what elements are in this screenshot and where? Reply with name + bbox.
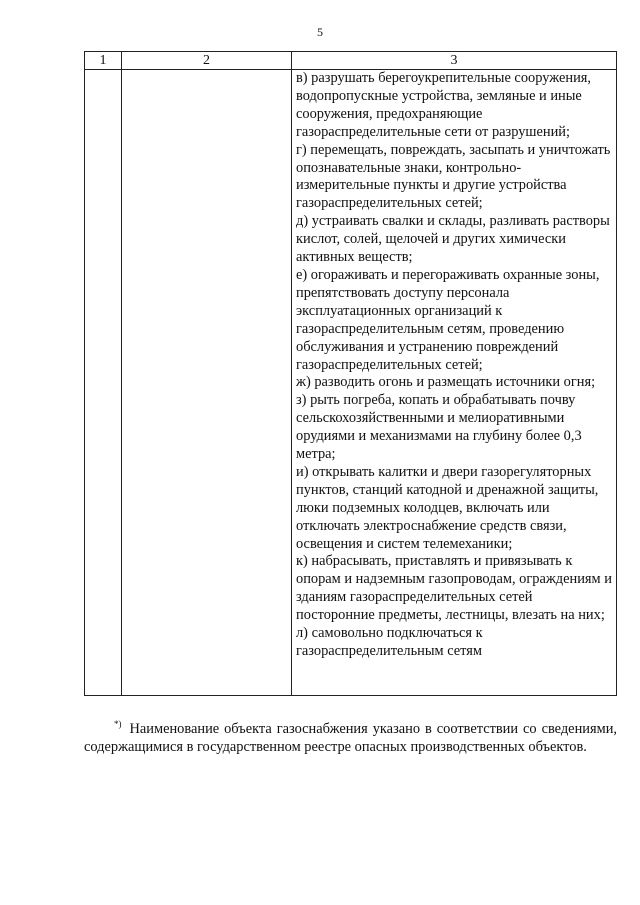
- footnote-paragraph: [84, 720, 617, 756]
- page-number: 5: [317, 25, 323, 39]
- table-cell-col3: [292, 70, 617, 696]
- list-item-l: л) самовольно подключаться к газораспределительным сетям: [296, 625, 483, 659]
- prohibition-list: [292, 70, 616, 661]
- footnote: [84, 720, 617, 756]
- list-item-zh: ж) разводить огонь и размещать источники огня;: [296, 374, 596, 391]
- document-table: [84, 51, 617, 696]
- list-item-v: в) разрушать берегоукрепительные сооружения, водопропускные устройства, земляные и иные сооружения, предохраняющие газораспределительные сети от разрушений;: [296, 70, 591, 140]
- footnote-marker: *): [114, 719, 122, 729]
- header-cell-3: 3: [292, 52, 617, 70]
- table-row: [85, 70, 617, 696]
- table-cell-col1: [85, 70, 122, 696]
- list-item-e: е) огораживать и перегораживать охранные зоны, препятствовать доступу персонала эксплуатационных организаций к газораспределительным сетям, проведению обслуживания и устранению повреждений газораспределительных сетей;: [296, 266, 600, 373]
- list-item-d: д) устраивать свалки и склады, разливать растворы кислот, солей, щелочей и других химически активных веществ;: [296, 213, 610, 266]
- list-item-k: к) набрасывать, приставлять и привязывать к опорам и надземным газопроводам, ограждениям и зданиям газораспределительных сетей посторонние предметы, лестницы, влезать на них;: [296, 553, 612, 624]
- table-header-row: [85, 52, 617, 70]
- footnote-text: Наименование объекта газоснабжения указано в соответствии со сведениями, содержащимися в государственном реестре опасных производственных объектов.: [84, 721, 617, 755]
- table-cell-col2: [122, 70, 292, 696]
- list-item-z: з) рыть погреба, копать и обрабатывать почву сельскохозяйственными и мелиоративными орудиями и механизмами на глубину более 0,3 метра;: [296, 392, 582, 463]
- header-cell-1: 1: [85, 52, 122, 70]
- header-cell-2: 2: [122, 52, 292, 70]
- list-item-i: и) открывать калитки и двери газорегуляторных пунктов, станций катодной и дренажной защиты, люки подземных колодцев, включать или отключать электроснабжение средств связи, освещения и систем телемеханики;: [296, 463, 599, 552]
- list-item-g: г) перемещать, повреждать, засыпать и уничтожать опознавательные знаки, контрольно-измерительные пункты и другие устройства газораспределительных сетей;: [296, 141, 611, 212]
